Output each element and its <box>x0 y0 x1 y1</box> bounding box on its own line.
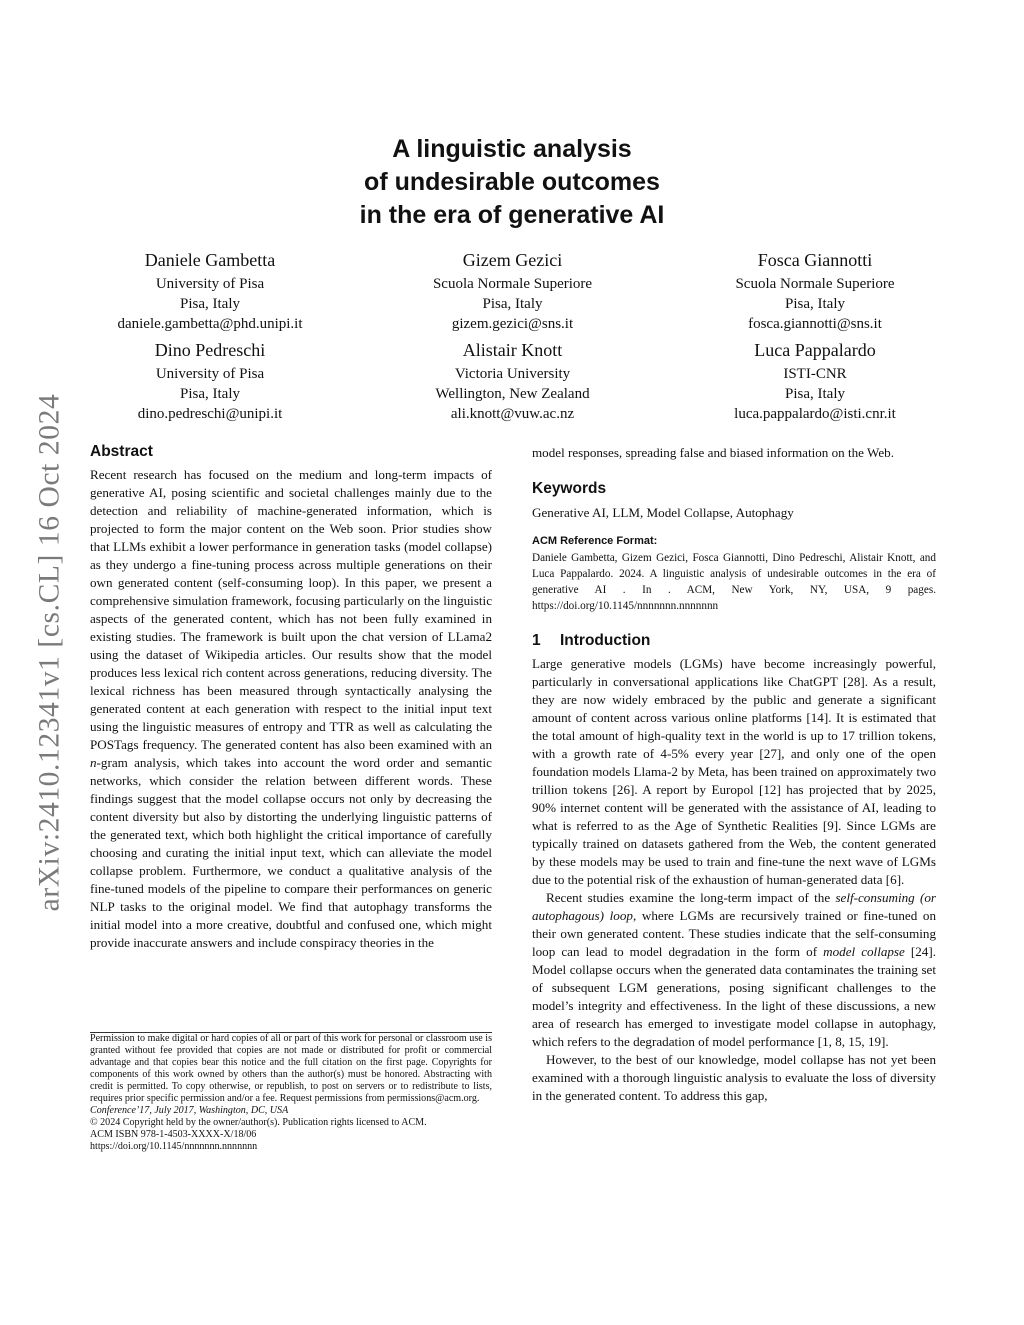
author-email: dino.pedreschi@unipi.it <box>137 406 283 422</box>
title-line-1: A linguistic analysis <box>392 135 632 163</box>
author-name: Fosca Giannotti <box>757 250 873 270</box>
keywords-heading: Keywords <box>532 480 607 497</box>
left-column <box>90 441 492 952</box>
arxiv-identifier-text: arXiv:2410.12341v1 [cs.CL] 16 Oct 2024 <box>33 393 66 912</box>
section-number: 1 <box>532 632 541 649</box>
paper-title <box>0 133 1024 232</box>
author-location: Pisa, Italy <box>180 386 240 402</box>
title-line-3: in the era of generative AI <box>359 201 665 229</box>
author-email: gizem.gezici@sns.it <box>451 316 574 332</box>
right-column <box>532 444 936 1105</box>
author-affiliation: Scuola Normale Superiore <box>432 276 593 292</box>
abstract-text-part-b: -gram analysis, which takes into account the word order and semantic networks, which consider the relation between different words. These findings suggest that the model collapse occurs not only by decreasing the content diversity but also by distorting the underlying linguistic patterns of the generated text, which both highlight the critical importance of carefully choosing and curating the initial input text, which can alleviate the model collapse problem. Furthermore, we conduct a qualitative analysis of the fine-tuned models of the pipeline to compare their performances on generic NLP tasks to the original model. We find that autophagy transforms the initial model into a more creative, doubtful and confused one, which might provide inaccurate answers and include conspiracy theories in the <box>90 755 492 950</box>
acm-reference-text: Daniele Gambetta, Gizem Gezici, Fosca Giannotti, Dino Pedreschi, Alistair Knott, and Luca Pappalardo. 2024. A linguistic analysis of undesirable outcomes in the era of generative AI . In . ACM, New York, NY, USA, 9 pages. https://doi.org/10.1145/nnnnnnn.nnnnnnn <box>532 552 936 612</box>
author-affiliation: University of Pisa <box>155 276 265 292</box>
author-name: Alistair Knott <box>462 340 563 360</box>
acm-reference-heading: ACM Reference Format: <box>532 535 658 547</box>
author-block <box>90 248 935 428</box>
acm-isbn: ACM ISBN 978-1-4503-XXXX-X/18/06 <box>90 1129 257 1140</box>
permission-footnote <box>90 1032 492 1153</box>
introduction-heading <box>532 630 936 651</box>
author-name: Dino Pedreschi <box>154 340 266 360</box>
doi-link[interactable]: https://doi.org/10.1145/nnnnnnn.nnnnnnn <box>90 1141 258 1152</box>
author-affiliation: University of Pisa <box>155 366 265 382</box>
keywords-text: Generative AI, LLM, Model Collapse, Autophagy <box>532 505 794 520</box>
author-email: fosca.giannotti@sns.it <box>748 316 882 332</box>
author-location: Pisa, Italy <box>785 386 845 402</box>
abstract-heading: Abstract <box>90 443 153 460</box>
intro-paragraph-1: Large generative models (LGMs) have become increasingly powerful, particularly in conversational applications like ChatGPT [28]. As a result, they are now widely embraced by the public and generate a significant amount of content across various online platforms [14]. It is estimated that the total amount of high-quality text in the world is up to 17 trillion tokens, with a growth rate of 4-5% every year [27], and only one of the open foundation models Llama-2 by Meta, has been trained on approximately two trillion tokens [26]. A report by Europol [12] has projected that by 2025, 90% internet content will be generated with the assistance of AI, leading to what is referred to as the Age of Synthetic Realities [9]. Since LGMs are typically trained on datasets gathered from the Web, the content generated by these models may be used to train and fine-tune the next wave of LGMs due to the potential risk of the exhaustion of human-generated data [6]. <box>532 656 936 887</box>
arxiv-identifier-stamp <box>28 360 72 945</box>
intro-p2-part-a: Recent studies examine the long-term impact of the <box>546 890 836 905</box>
author-card <box>695 338 935 424</box>
intro-p2-part-c: [24]. Model collapse occurs when the generated data contaminates the training set of subsequent LGM generations, posing significant challenges to the model’s integrity and effectiveness. In the light of these discussions, a new area of research has emerged to investigate model collapse in autophagy, which refers to the degradation of model performance [1, 8, 15, 19]. <box>532 944 936 1049</box>
title-line-2: of undesirable outcomes <box>364 168 660 196</box>
author-card <box>393 338 633 424</box>
author-row-2 <box>90 338 935 424</box>
permission-notice: Permission to make digital or hard copies of all or part of this work for personal or classroom use is granted without fee provided that copies are not made or distributed for profit or commercial advantage and that copies bear this notice and the full citation on the first page. Copyrights for components of this work owned by others than the author(s) must be honored. Abstracting with credit is permitted. To copy otherwise, or republish, to post on servers or to redistribute to lists, requires prior specific permission and/or a fee. Request permissions from permissions@acm.org. <box>90 1033 492 1104</box>
author-email: ali.knott@vuw.ac.nz <box>450 406 575 422</box>
conference-info: Conference’17, July 2017, Washington, DC, USA <box>90 1105 289 1116</box>
intro-p2-part-b: , where LGMs are recursively trained or fine-tuned on their own generated content. These studies indicate that the self-consuming loop can lead to model degradation in the form of <box>532 908 936 959</box>
author-name: Luca Pappalardo <box>754 340 876 360</box>
intro-p2-emphasis-2: model collapse <box>823 944 905 959</box>
section-title: Introduction <box>560 632 651 649</box>
author-card <box>393 248 633 334</box>
author-card <box>90 248 330 334</box>
abstract-continuation: model responses, spreading false and biased information on the Web. <box>532 445 894 460</box>
intro-paragraph-3: However, to the best of our knowledge, model collapse has not yet been examined with a thorough linguistic analysis to evaluate the loss of diversity in the generated content. To address this gap, <box>532 1052 936 1103</box>
abstract-text-part-a: Recent research has focused on the medium and long-term impacts of generative AI, posing scientific and societal challenges mainly due to the detection and reliability of machine-generated information, which is projected to form the major content on the Web soon. Prior studies show that LLMs exhibit a lower performance in generation tasks (model collapse) as they undergo a fine-tuning process across multiple generations on their own generated content (self-consuming loop). In this paper, we present a comprehensive simulation framework, focusing particularly on the linguistic aspects of the generated content, which has not been fully examined in existing studies. The framework is built upon the chat version of LLama2 using the dataset of Wikipedia articles. Our results show that the model produces less lexical rich content across generations, reducing diversity. The lexical richness has been measured through syntactically analysing the generated content at each generation with respect to the initial input text using the linguistic measures of entropy and TTR as well as calculating the POSTags frequency. The generated content has also been examined with an <box>90 467 492 752</box>
author-location: Wellington, New Zealand <box>435 386 590 402</box>
author-email: luca.pappalardo@isti.cnr.it <box>734 406 896 422</box>
intro-paragraph-2 <box>532 889 936 1051</box>
author-affiliation: Scuola Normale Superiore <box>735 276 895 292</box>
author-name: Daniele Gambetta <box>144 250 276 270</box>
author-location: Pisa, Italy <box>180 296 240 312</box>
author-affiliation: ISTI-CNR <box>783 366 847 382</box>
author-location: Pisa, Italy <box>785 296 845 312</box>
author-name: Gizem Gezici <box>462 250 563 270</box>
author-card <box>695 248 935 334</box>
intro-p2-emphasis-1: self-consuming (or autophagous) loop <box>532 890 936 923</box>
author-row-1 <box>90 248 935 334</box>
author-location: Pisa, Italy <box>482 296 543 312</box>
abstract-text <box>90 466 492 952</box>
copyright-notice: © 2024 Copyright held by the owner/author(s). Publication rights licensed to ACM. <box>90 1117 427 1128</box>
abstract-ngram-italic: n <box>90 755 97 770</box>
author-card <box>90 338 330 424</box>
author-email: daniele.gambetta@phd.unipi.it <box>117 316 303 332</box>
author-affiliation: Victoria University <box>454 366 571 382</box>
